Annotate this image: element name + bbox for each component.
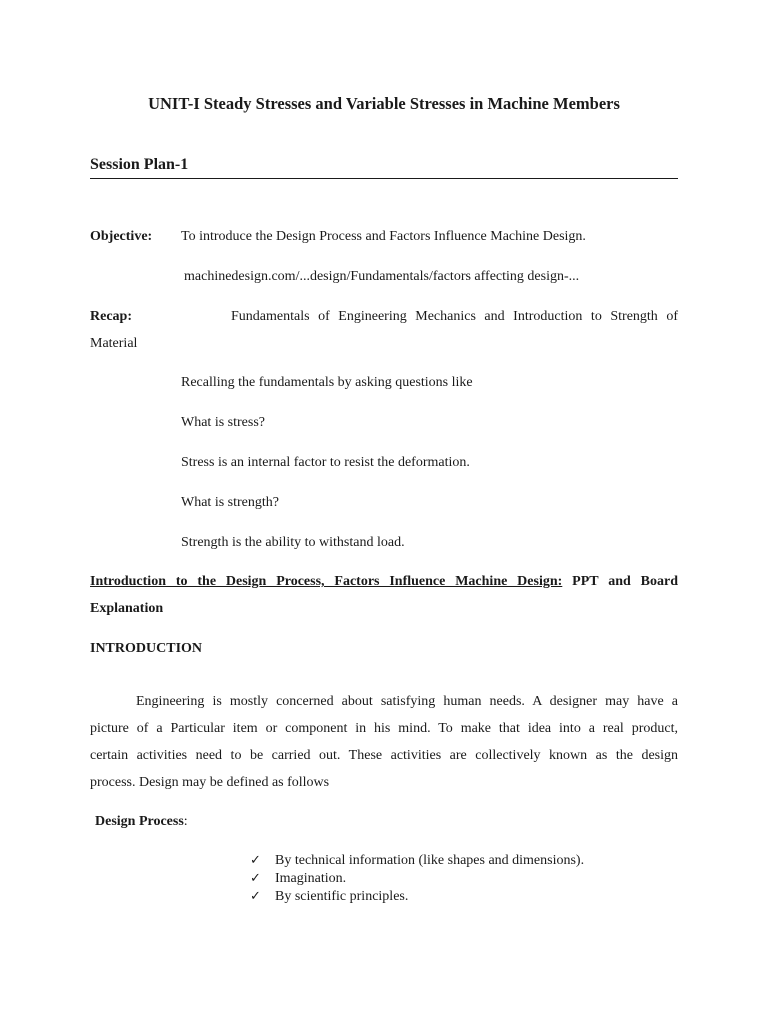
intro-heading-line2: Explanation	[90, 601, 164, 616]
design-process-item: By scientific principles.	[275, 889, 409, 904]
intro-paragraph-line: picture of a Particular item or component in his mind. To make that idea into a real product,	[90, 721, 678, 736]
checkmark-icon: ✓	[250, 871, 261, 886]
recap-line: What is stress?	[181, 415, 265, 430]
intro-heading-rest: PPT and Board	[572, 574, 678, 589]
heading-rule	[90, 178, 678, 179]
intro-paragraph-line: process. Design may be defined as follows	[90, 775, 330, 790]
design-process-item: Imagination.	[275, 871, 347, 886]
intro-paragraph-line: Engineering is mostly concerned about satisfying human needs. A designer may have a	[136, 694, 678, 709]
objective-text: To introduce the Design Process and Factors Influence Machine Design.	[181, 229, 586, 244]
session-heading: Session Plan-1	[90, 156, 189, 173]
objective-link[interactable]: machinedesign.com/...design/Fundamentals/factors affecting design-...	[184, 269, 580, 284]
checkmark-icon: ✓	[250, 853, 261, 868]
intro-paragraph-line: certain activities need to be carried out. These activities are collectively known as the design	[90, 748, 678, 763]
design-process-label: Design Process	[95, 814, 184, 829]
recap-text-line1: Fundamentals of Engineering Mechanics and Introduction to Strength of	[231, 309, 678, 324]
design-process-colon: :	[183, 814, 188, 829]
introduction-heading: INTRODUCTION	[90, 641, 203, 656]
design-process-label-row	[95, 814, 188, 830]
intro-heading-underlined: Introduction to the Design Process, Factors Influence Machine Design:	[90, 574, 563, 589]
document-title: UNIT-I Steady Stresses and Variable Stresses in Machine Members	[148, 94, 620, 113]
recap-line: Stress is an internal factor to resist the deformation.	[181, 455, 470, 470]
design-process-item: By technical information (like shapes and dimensions).	[275, 853, 585, 868]
intro-heading-line1	[90, 574, 678, 590]
recap-line: Recalling the fundamentals by asking questions like	[181, 375, 473, 390]
recap-text-line2: Material	[90, 336, 138, 351]
objective-label: Objective:	[90, 229, 153, 244]
recap-line: What is strength?	[181, 495, 279, 510]
recap-line: Strength is the ability to withstand load.	[181, 535, 405, 550]
checkmark-icon: ✓	[250, 889, 261, 904]
recap-label: Recap:	[90, 309, 132, 324]
